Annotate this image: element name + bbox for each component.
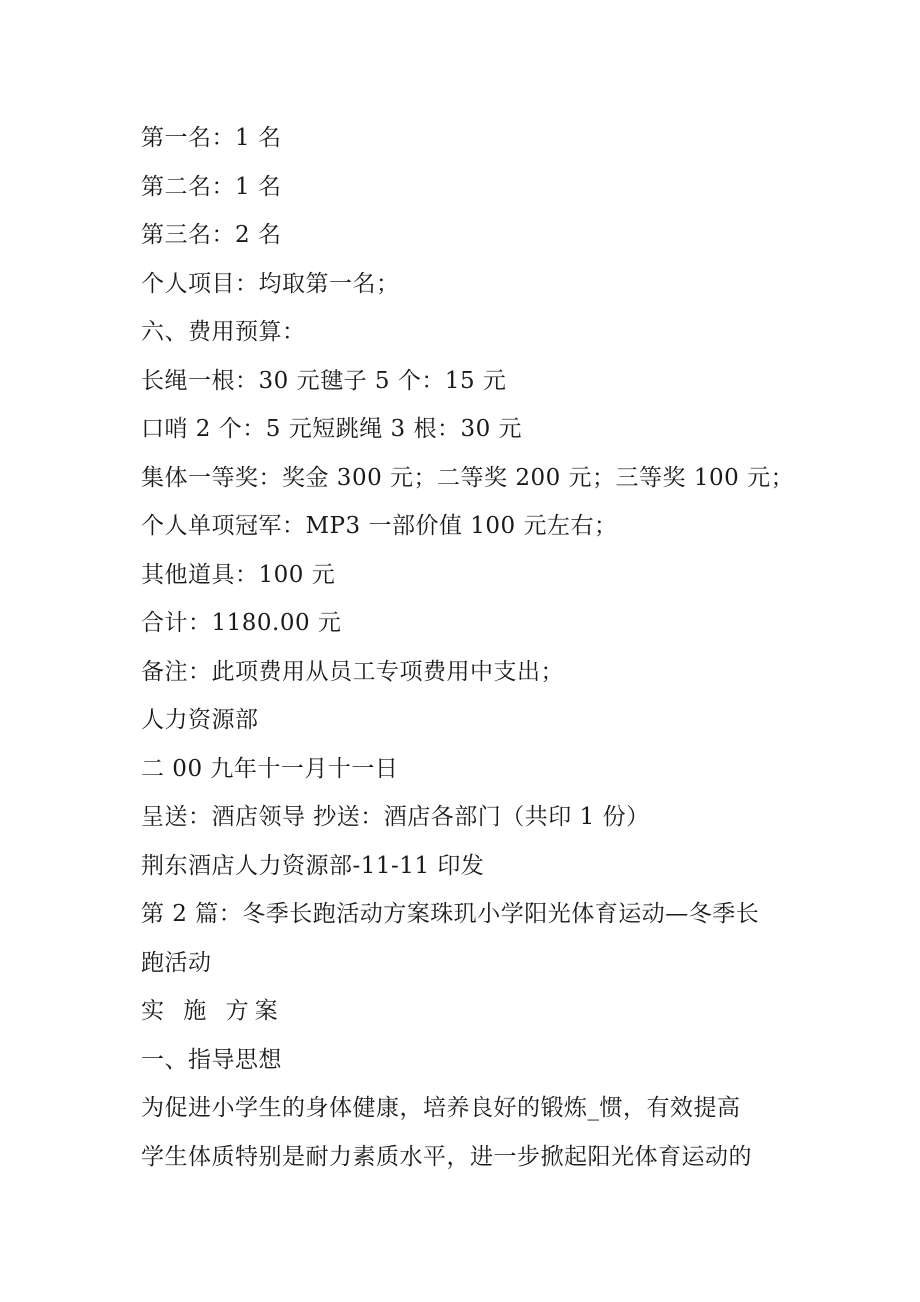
text-line-individual-prize: 个人单项冠军：MP3 一部价值 100 元左右； xyxy=(141,513,618,539)
paragraph-line-2: 学生体质特别是耐力素质水平，进一步掀起阳光体育运动的 xyxy=(141,1143,752,1170)
text-line-group-prizes: 集体一等奖：奖金 300 元；二等奖 200 元；三等奖 100 元； xyxy=(141,464,795,491)
text-line-rank-third: 第三名：2 名 xyxy=(141,222,282,248)
text-line-department: 人力资源部 xyxy=(141,707,259,733)
document-body xyxy=(141,114,801,1181)
section-heading-budget: 六、费用预算： xyxy=(141,319,306,345)
text-line-date: 二 00 九年十一月十一日 xyxy=(141,755,399,782)
text-line-rank-second: 第二名：1 名 xyxy=(141,173,282,200)
text-line-other-props: 其他道具：100 元 xyxy=(141,561,336,588)
text-line-remark: 备注：此项费用从员工专项费用中支出； xyxy=(141,658,564,685)
text-line-article-two-title: 第 2 篇：冬季长跑活动方案珠玑小学阳光体育运动—冬季长 xyxy=(141,901,760,927)
text-line-total: 合计：1180.00 元 xyxy=(141,610,342,636)
paragraph-line-1: 为促进小学生的身体健康，培养良好的锻炼_惯，有效提高 xyxy=(141,1095,741,1121)
text-line-article-two-title-cont: 跑活动 xyxy=(141,949,212,976)
section-heading-guiding-ideology: 一、指导思想 xyxy=(141,1046,282,1073)
text-line-individual-items: 个人项目：均取第一名； xyxy=(141,270,400,297)
text-line-rank-first: 第一名：1 名 xyxy=(141,125,282,151)
text-line-distribution: 呈送：酒店领导 抄送：酒店各部门（共印 1 份） xyxy=(141,804,650,830)
text-line-whistle-jumprope: 口哨 2 个：5 元短跳绳 3 根：30 元 xyxy=(141,416,523,442)
text-line-issued-by: 荆东酒店人力资源部-11-11 印发 xyxy=(141,852,485,879)
section-heading-implementation-plan: 实 施 方案 xyxy=(141,998,284,1024)
text-line-rope-shuttlecock: 长绳一根：30 元毽子 5 个：15 元 xyxy=(141,367,507,394)
